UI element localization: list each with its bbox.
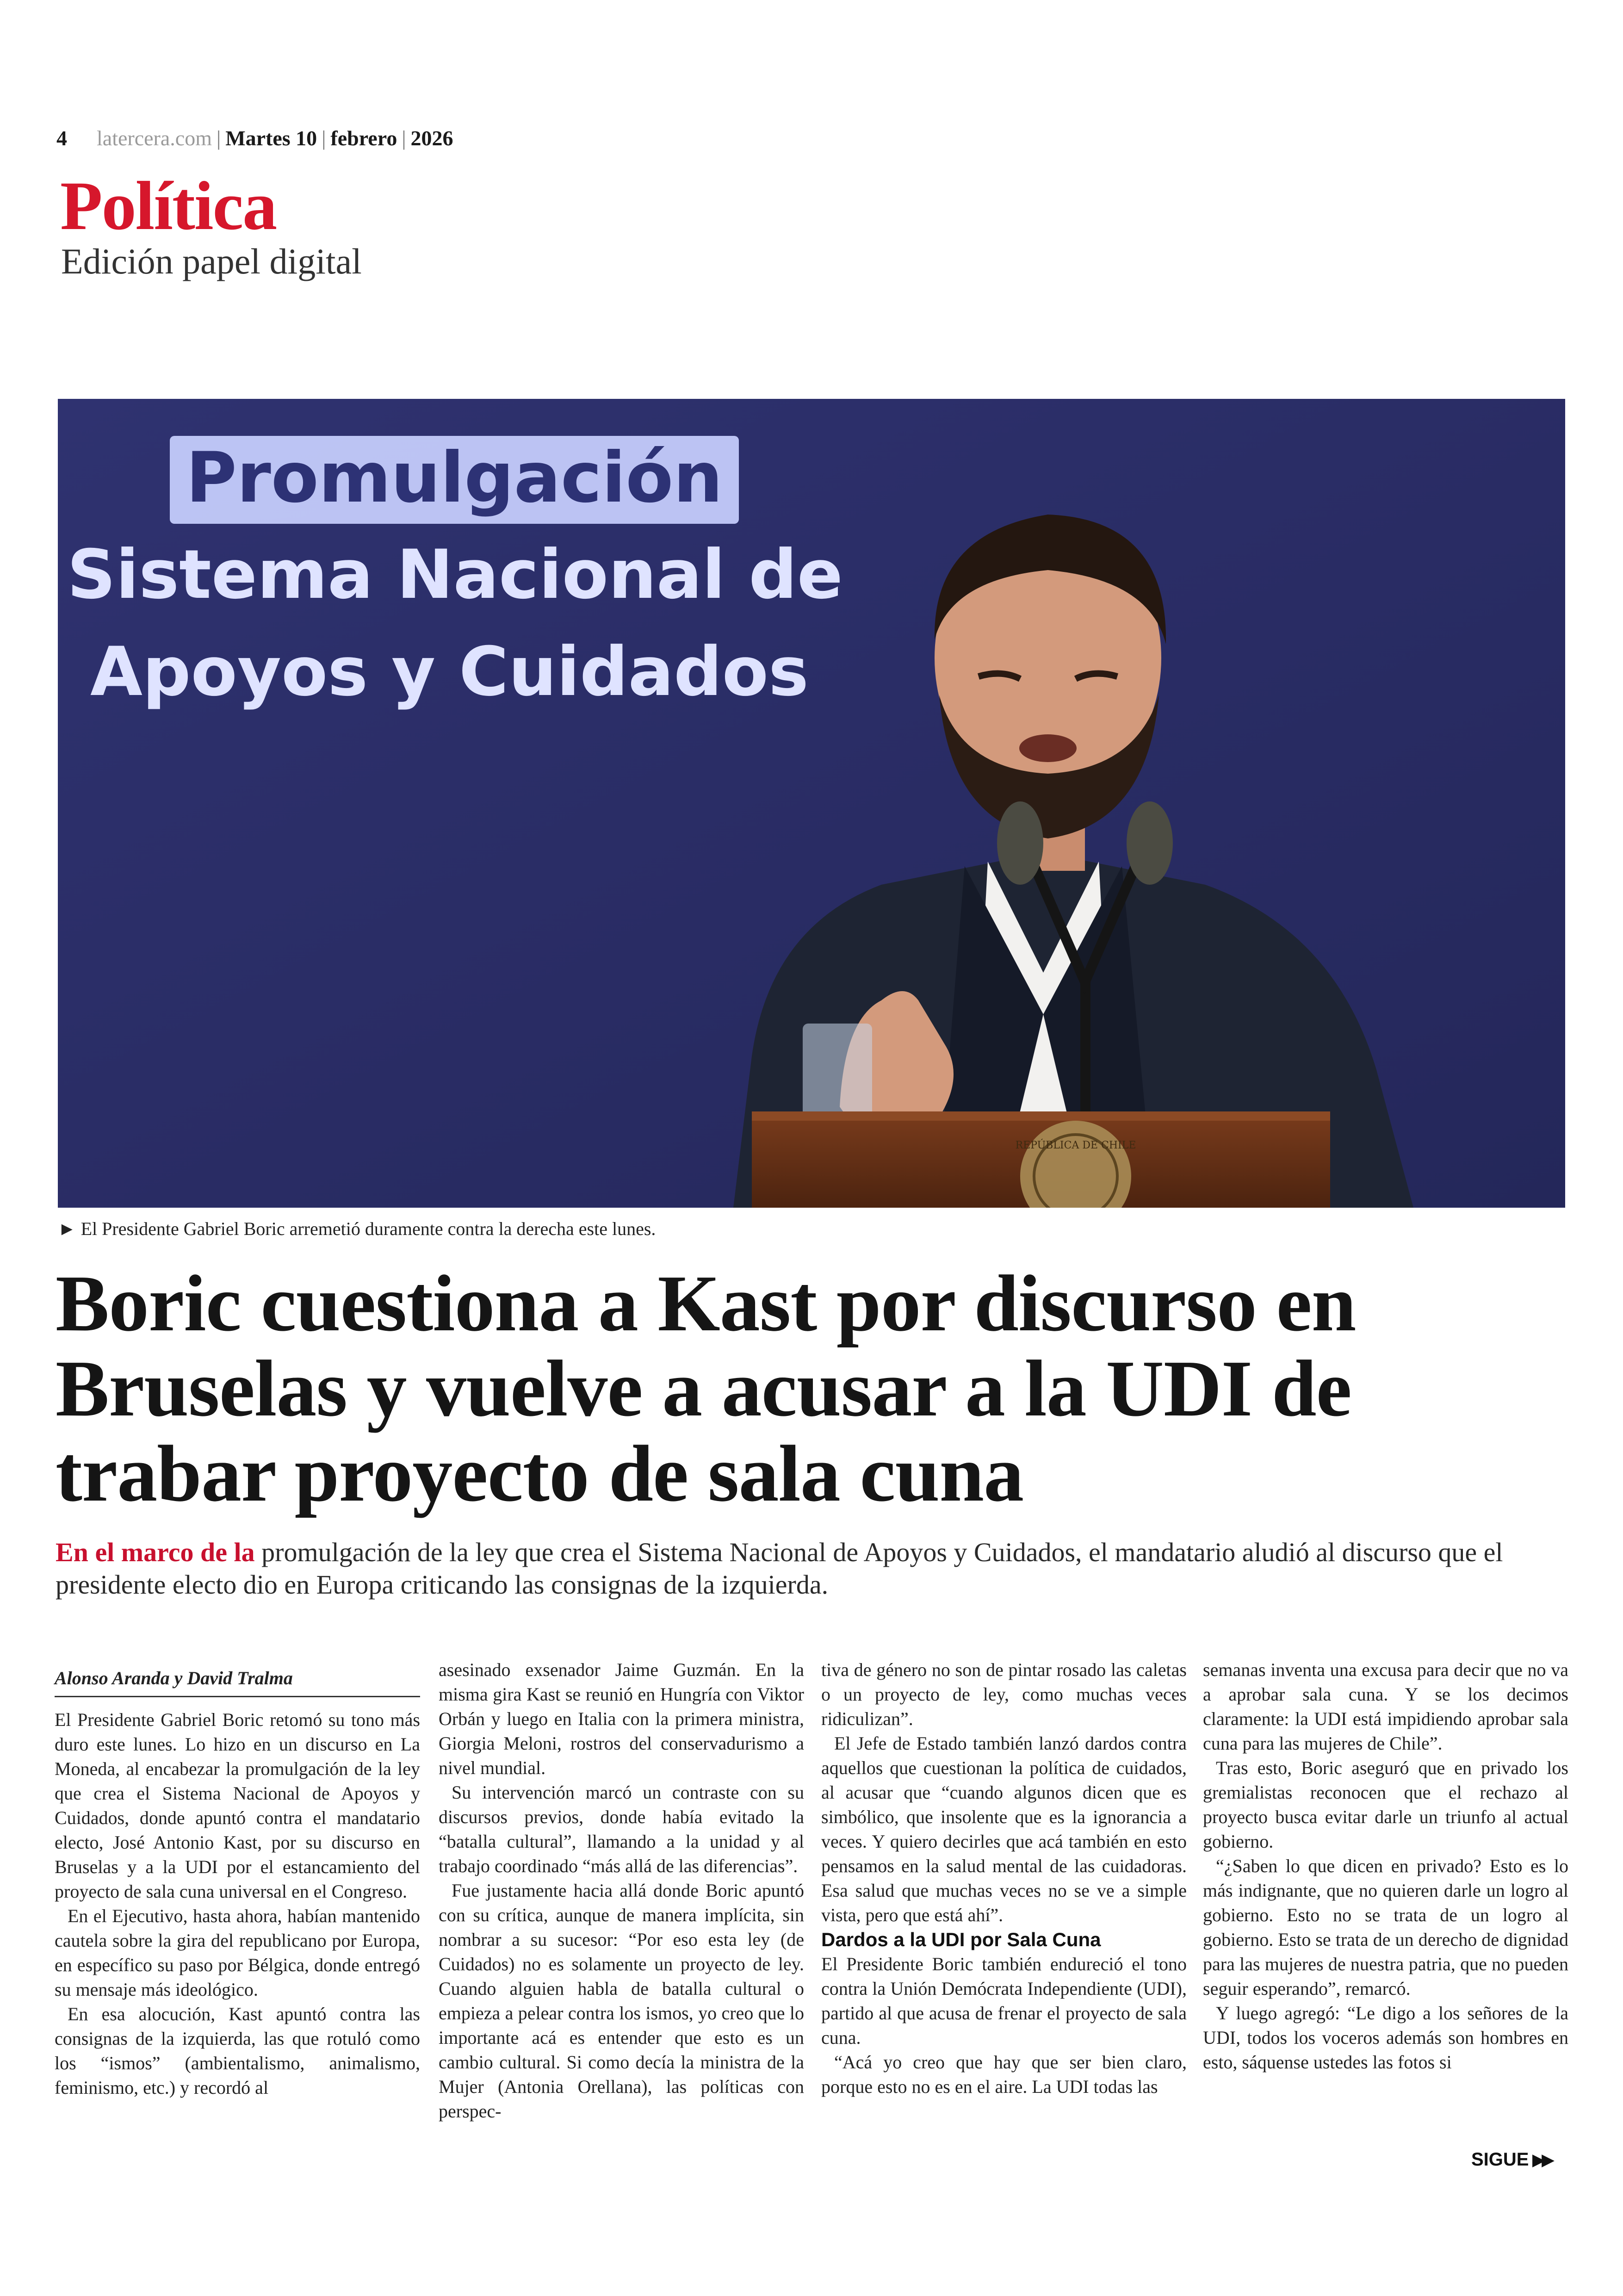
paragraph: En el Ejecutivo, hasta ahora, habían mantenido cautela sobre la gira del republicano por Europa, en específico su paso por Bélgica, donde entregó su mensaje más ideológico. [55,1905,420,2000]
article-headline: Boric cuestiona a Kast por discurso en Bruselas y vuelve a acusar a la UDI de trabar proyecto de sala cuna [56,1259,1356,1518]
article-column-3 [821,1657,1187,2099]
page-number: 4 [56,126,67,150]
paragraph: “Acá yo creo que hay que ser bien claro, porque esto no es en el aire. La UDI todas las [821,2052,1187,2097]
podium-seal-text: REPÚBLICA DE CHILE [1015,1140,1136,1151]
paragraph: En esa alocución, Kast apuntó contra las consignas de la izquierda, las que rotuló como los “ismos” (ambientalismo, animalismo, feminismo, etc.) y recordó al [55,2004,420,2098]
paragraph: El Presidente Boric también endureció el tono contra la Unión Demócrata Independiente (UDI), partido al que acusa de frenar el proyecto de sala cuna. [821,1954,1187,2048]
paragraph: Fue justamente hacia allá donde Boric apuntó con su crítica, aunque de manera implícita, sin nombrar a su sucesor: “Por eso esta ley (de Cuidados) no es solamente un proyecto de ley. Cuando alguien habla de batalla cultural o empieza a pelear contra los ismos, yo creo que lo importante acá es entender que esto es un cambio cultural. Si como decía la ministra de la Mujer (Antonia Orellana), las políticas con perspec- [439,1880,804,2122]
double-arrow-icon: ▶▶ [1532,2151,1551,2169]
article-photo [58,399,1565,1208]
edition-label: Edición papel digital [61,241,362,281]
backdrop-line-3: Apoyos y Cuidados [90,633,809,711]
paragraph: Y luego agregó: “Le digo a los señores de la UDI, todos los voceros además son hombres en esto, sáquense ustedes las fotos si [1203,2003,1568,2073]
caption-text: El Presidente Gabriel Boric arremetió duramente contra la derecha este lunes. [81,1218,656,1239]
paragraph: Tras esto, Boric aseguró que en privado los gremialistas reconocen que el rechazo al proyecto busca evitar darle un triunfo al actual gobierno. [1203,1757,1568,1852]
deck-text: promulgación de la ley que crea el Sistema Nacional de Apoyos y Cuidados, el mandatario aludió al discurso que el presidente electo dio en Europa criticando las consignas de la izquierda. [56,1537,1503,1600]
article-column-1 [55,1666,420,2100]
continue-label: SIGUE [1471,2149,1529,2170]
page-folio [56,124,453,152]
subheading: Dardos a la UDI por Sala Cuna [821,1929,1101,1950]
date-month: febrero [330,126,397,150]
caption-arrow-icon: ► [58,1218,76,1239]
paragraph: tiva de género no son de pintar rosado las caletas o un proyecto de ley, como muchas veces ridiculizan”. [821,1659,1187,1729]
folio-divider: | [322,126,326,150]
article-deck [56,1536,1573,1601]
paragraph: El Presidente Gabriel Boric retomó su tono más duro este lunes. Lo hizo en un discurso en La Moneda, al encabezar la promulgación de la ley que crea el Sistema Nacional de Apoyos y Cuidados, donde apuntó contra el mandatario electo, José Antonio Kast, por su discurso en Bruselas y a la UDI por el estancamiento del proyecto de sala cuna universal en el Congreso. [55,1709,420,1902]
paragraph: Su intervención marcó un contraste con su discursos previos, donde había evitado la “batalla cultural”, llamando a la unidad y al trabajo coordinado “más allá de las diferencias”. [439,1782,804,1876]
backdrop-title: Promulgación [186,438,723,518]
deck-lead: En el marco de la [56,1537,255,1567]
paragraph: El Jefe de Estado también lanzó dardos contra aquellos que cuestionan la política de cuidados, al acusar que “cuando algunos dicen que es simbólico, que insolente que es la ignorancia a veces. Y quiero decirles que acá también en esto pensamos en la salud mental de las cuidadoras. Esa salud que muchas veces no se ve a simple vista, pero que está ahí”. [821,1733,1187,1925]
paragraph: asesinado exsenador Jaime Guzmán. En la misma gira Kast se reunió en Hungría con Viktor Orbán y luego en Italia con la primera ministra, Giorgia Meloni, rostros del conservadurismo a nivel mundial. [439,1659,804,1778]
site-name[interactable]: latercera.com [97,126,212,150]
section-title: Política [60,168,277,244]
continue-link[interactable] [1471,2149,1551,2170]
backdrop-line-2: Sistema Nacional de [67,535,843,614]
date-year: 2026 [410,126,453,150]
byline: Alonso Aranda y David Tralma [55,1666,420,1697]
date-day: Martes 10 [225,126,317,150]
folio-divider: | [402,126,406,150]
folio-divider: | [216,126,221,150]
article-column-2 [439,1657,804,2123]
photo-caption [58,1218,656,1240]
article-column-4 [1203,1657,1568,2074]
paragraph: semanas inventa una excusa para decir que no va a aprobar sala cuna. Y se los decimos claramente: la UDI está impidiendo aprobar sala cuna para las mujeres de Chile”. [1203,1659,1568,1754]
paragraph: “¿Saben lo que dicen en privado? Esto es lo más indignante, que no quieren darle un logro al gobierno. Esto no se trata de un logro al gobierno. Esto se trata de un derecho de dignidad para las mujeres de nuestra patria, que no pueden seguir esperando”, remarcó. [1203,1855,1568,1999]
